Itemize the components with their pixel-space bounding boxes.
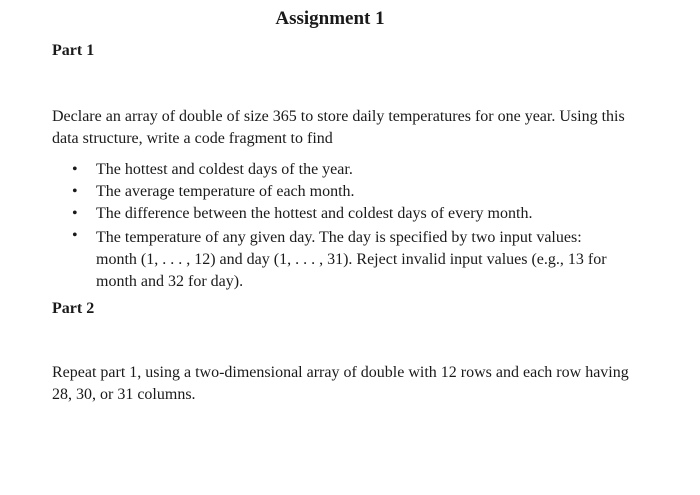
bullet-dot-icon: • — [72, 183, 78, 200]
part1-heading: Part 1 — [52, 42, 95, 59]
bullet-text: The average temperature of each month. — [96, 183, 355, 200]
bullet-item — [52, 225, 612, 293]
bullet-text: The hottest and coldest days of the year. — [96, 161, 353, 178]
page-title: Assignment 1 — [275, 8, 385, 29]
bullet-text: The difference between the hottest and coldest days of every month. — [96, 205, 533, 222]
bullet-text: The temperature of any given day. The day is specified by two input values: month (1, . . . , 12) and day (1, . . . , 31). Reject invalid input values (e.g., 13 for month and 32 for day). — [96, 229, 607, 290]
bullet-item — [52, 159, 612, 181]
bullet-dot-icon: • — [72, 227, 78, 244]
part2-heading: Part 2 — [52, 300, 95, 317]
part2-text: Repeat part 1, using a two-dimensional array of double with 12 rows and each row having 28, 30, or 31 columns. — [52, 364, 629, 403]
part1-intro: Declare an array of double of size 365 to store daily temperatures for one year. Using this data structure, write a code fragment to find — [52, 108, 625, 147]
bullet-item — [52, 203, 612, 225]
bullet-dot-icon: • — [72, 161, 78, 178]
part1-bullet-list — [52, 159, 612, 293]
bullet-item — [52, 181, 612, 203]
bullet-dot-icon: • — [72, 205, 78, 222]
